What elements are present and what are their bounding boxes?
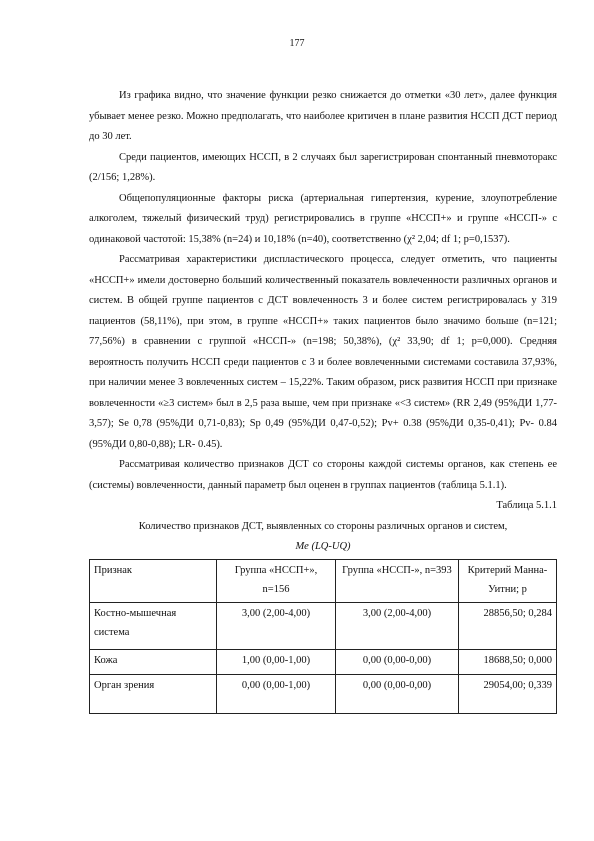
table-cell: Костно-мышечная система <box>90 602 217 649</box>
table-cell: 3,00 (2,00-4,00) <box>336 602 459 649</box>
paragraph: Среди пациентов, имеющих НССП, в 2 случаях был зарегистрирован спонтанный пневмоторакс (2/156; 1,28%). <box>89 151 557 183</box>
table-header-cell: Группа «НССП+», n=156 <box>217 559 336 602</box>
data-table <box>89 559 557 714</box>
table-cell: 29054,00; 0,339 <box>459 674 557 713</box>
table-cell: 28856,50; 0,284 <box>459 602 557 649</box>
table-row <box>90 674 557 713</box>
table-caption: Количество признаков ДСТ, выявленных со стороны различных органов и систем, <box>138 520 508 532</box>
table-cell: Орган зрения <box>90 674 217 713</box>
table-cell: 0,00 (0,00-0,00) <box>336 649 459 674</box>
table-cell: 18688,50; 0,000 <box>459 649 557 674</box>
page-number: 177 <box>289 38 305 49</box>
table-caption-subtitle: Me (LQ-UQ) <box>295 541 351 552</box>
table-header-row <box>90 559 557 602</box>
table-cell: 1,00 (0,00-1,00) <box>217 649 336 674</box>
paragraph: Рассматривая количество признаков ДСТ со стороны каждой системы органов, как степень ее (системы) вовлеченности, данный параметр был оценен в группах пациентов (таблица 5.1.1). <box>89 459 557 491</box>
table-cell: 0,00 (0,00-1,00) <box>217 674 336 713</box>
table-reference: Таблица 5.1.1 <box>496 500 557 511</box>
table-cell: 0,00 (0,00-0,00) <box>336 674 459 713</box>
paragraph: Рассматривая характеристики диспластического процесса, следует отметить, что пациенты «НССП+» имели достоверно больший количественный показатель вовлеченности различных органов и систем. В общей группе пациентов с ДСТ вовлеченность 3 и более систем регистрировалась у 319 пациентов (58,11%), при этом, в группе «НССП+» таких пациентов было значимо больше (n=121; 77,56%) в сравнении с группой «НССП-» (n=198; 50,38%), (χ² 33,90; df 1; p=0,000). Средняя вероятность получить НССП среди пациентов с 3 и более вовлеченными системами составила 37,93%, при наличии менее 3 вовлеченных систем – 15,22%. Таким образом, риск развития НССП при признаке вовлеченности «≥3 систем» был в 2,5 раза выше, чем при признаке «<3 систем» (RR 2,49 (95%ДИ 1,77-3,57); Se 0,78 (95%ДИ 0,71-0,83); Sp 0,49 (95%ДИ 0,47-0,52); Pv+ 0.38 (95%ДИ 0,35-0,41); Pv- 0.84 (95%ДИ 0,80-0,88); LR- 0.45). <box>89 254 557 450</box>
table-cell: Кожа <box>90 649 217 674</box>
table-row <box>90 602 557 649</box>
table-cell: 3,00 (2,00-4,00) <box>217 602 336 649</box>
table-header-cell: Признак <box>90 559 217 602</box>
table-header-cell: Группа «НССП-», n=393 <box>336 559 459 602</box>
table-header-cell: Критерий Манна-Уитни; p <box>459 559 557 602</box>
page-body <box>89 86 557 714</box>
paragraph: Общепопуляционные факторы риска (артериальная гипертензия, курение, злоупотребление алкоголем, тяжелый физический труд) регистрировались в группе «НССП+» и группе «НССП-» с одинаковой частотой: 15,38% (n=24) и 10,18% (n=40), соответственно (χ² 2,04; df 1; p=0,1537). <box>89 192 557 245</box>
table-row <box>90 649 557 674</box>
paragraph: Из графика видно, что значение функции резко снижается до отметки «30 лет», далее функция убывает менее резко. Можно предполагать, что наиболее критичен в плане развития НССП ДСТ период до 30 лет. <box>89 90 557 142</box>
